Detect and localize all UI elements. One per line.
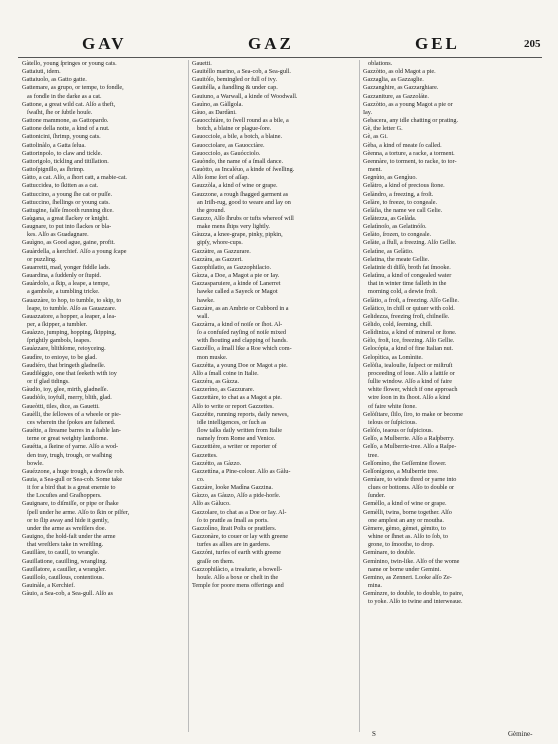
dictionary-line: Gazzettàre, to chat as a Magot a pie. bbox=[192, 394, 282, 402]
dictionary-line: Gazzòtto, as old Magot a pie. bbox=[363, 68, 436, 76]
dictionary-line: Gauétte, a ſtreame barres in a ſtable lan- bbox=[22, 427, 121, 435]
dictionary-line: namely from Rome and Venice. bbox=[197, 435, 276, 443]
dictionary-line: Gazzéra, as Gàzza. bbox=[192, 378, 240, 386]
dictionary-line: Gemèlli, twins, borne together. Alſo bbox=[363, 508, 452, 516]
dictionary-line: ſullie window. Alſo a kind of faire bbox=[368, 378, 452, 386]
dictionary-line: Gattonicini, ſhrimp, young cats. bbox=[22, 133, 101, 141]
dictionary-line: Gazzophilàcio, a treaſurie, a bowell- bbox=[192, 565, 283, 573]
dictionary-line: Gattugine, falſe ſmooth running dice. bbox=[22, 206, 114, 214]
dictionary-line: Gauia, a Sea-gull or Sea-cob. Some take bbox=[22, 475, 122, 483]
dictionary-line: Gazzaniture, as Gazzoláte. bbox=[363, 92, 429, 100]
dictionary-line: Gelàndro, a freezing, a froſt. bbox=[363, 190, 434, 198]
dictionary-line: Gauarretti, mad, yonger fiddle lads. bbox=[22, 263, 111, 271]
header-left-word: GAV bbox=[82, 34, 127, 53]
catchword: Gèmine- bbox=[508, 730, 533, 738]
column-divider-1 bbox=[188, 60, 189, 732]
dictionary-line: to yoke. Alſo to twine and interweaue. bbox=[368, 598, 463, 606]
dictionary-line: den tray, trugh, trough, or waſhing bbox=[27, 451, 112, 459]
dictionary-line: or if glad tidings. bbox=[27, 378, 70, 386]
dictionary-line: that wreſtlers take in wreſtling. bbox=[27, 541, 104, 549]
dictionary-line: Gauilloſo, cauillous, contentious. bbox=[22, 573, 104, 581]
dictionary-line: Gelàtico, in chill or quiuer with cold. bbox=[363, 304, 455, 312]
dictionary-line: Gèlido, cold, ſeeming, chill. bbox=[363, 321, 433, 328]
dictionary-line: Gauigno, the hold-faſt under the arme bbox=[22, 533, 116, 541]
dictionary-line: Gattorigolo, tickling and titillation. bbox=[22, 157, 109, 165]
dictionary-line: wall. bbox=[197, 312, 210, 320]
dictionary-line: Gauétta, a ſkeine of yarne. Alſo a wod- bbox=[22, 443, 119, 451]
dictionary-line: Gauàzzo, jumping, hopping, ſkipping, bbox=[22, 329, 117, 337]
dictionary-line: that in winter time falleth in the bbox=[368, 280, 447, 288]
dictionary-line: Gauazzàre, to hop, to tumble, to skip, to bbox=[22, 296, 122, 304]
header-middle-word: GAZ bbox=[248, 34, 294, 53]
dictionary-line: mina. bbox=[368, 582, 382, 589]
dictionary-line: houſe. Alſo a boxe or cheſt in the bbox=[197, 573, 279, 581]
dictionary-line: Gauàzzare, blithſome, reioyceing. bbox=[22, 345, 106, 353]
dictionary-line: Gelidezza, freezing froſt, chilneſſe. bbox=[363, 312, 450, 320]
dictionary-line: Alſo as Gàluco. bbox=[192, 500, 231, 508]
dictionary-line: Gauignare, to diſmiſſe, or pipe or ſhake bbox=[22, 500, 119, 508]
column-middle bbox=[192, 60, 358, 590]
dictionary-line: Gazzàre, looke Madìna Gazzina. bbox=[192, 484, 273, 492]
dictionary-line: Gauiuno, a Warwall, a kinde of Woodwall. bbox=[192, 92, 298, 100]
dictionary-line: Gelatinie di diſſò, broth fat ſmooke. bbox=[363, 263, 451, 271]
dictionary-line: Gàuo, as Dardàni. bbox=[192, 108, 237, 116]
dictionary-line: the ground. bbox=[197, 206, 226, 214]
running-header bbox=[0, 34, 558, 56]
dictionary-line: terne or great weighty lanthorne. bbox=[27, 435, 108, 443]
dictionary-line: Gazzettière, a writer or reporter of bbox=[192, 443, 277, 451]
dictionary-line: Gàudio, ioy, glee, mirth, gladneſſe. bbox=[22, 386, 109, 394]
dictionary-line: Gauìno, as Gàllgola. bbox=[192, 100, 243, 108]
dictionary-line: Gaueòtti, tiles, dice, as Gauetti. bbox=[22, 402, 100, 410]
dictionary-line: turfes as allies are in gardens. bbox=[197, 541, 271, 549]
dictionary-line: Gazophilatio, as Gazzophilacio. bbox=[192, 263, 272, 271]
dictionary-line: Gaudiléggio, one that ſeeketh with ioy bbox=[22, 369, 117, 377]
dictionary-line: mon muske. bbox=[197, 353, 228, 361]
dictionary-line: Gattone mammone, as Gattopardo. bbox=[22, 117, 109, 125]
dictionary-line: Gazzétta, a young Doe or Magot a pie. bbox=[192, 361, 288, 369]
dictionary-line: Gauitóſo, bemingled or full of ivy. bbox=[192, 76, 278, 84]
dictionary-line: Gattuccino, ſhellings or young cats. bbox=[22, 198, 110, 206]
dictionary-line: Gauàrdella, a kerchief. Alſo a young ſcape bbox=[22, 247, 127, 255]
dictionary-line: ielous or ſuſpicious. bbox=[368, 418, 417, 426]
dictionary-line: Gelàto, ſrozen, to congeale. bbox=[363, 231, 432, 239]
dictionary-line: Gelſo, a Mulberrie. Alſo a Raſpberry. bbox=[363, 435, 455, 443]
dictionary-line: Gè, as Gi. bbox=[363, 133, 388, 141]
dictionary-line: ſlow talks daily written from Italie bbox=[197, 427, 283, 435]
dictionary-line: Gemino, as Zenneri. Looke alſo Ze- bbox=[363, 573, 452, 581]
dictionary-line: Gazzòtto, as a young Magot a pie or bbox=[363, 100, 453, 108]
dictionary-line: Gelatìnoſo, as Gelatinóſo. bbox=[363, 223, 427, 231]
dictionary-line: Gemìnzre, to double, to double, to paire, bbox=[363, 590, 464, 598]
dictionary-line: Gauinàle, a Kerchief. bbox=[22, 582, 75, 589]
dictionary-line: Gattaiuti, idem. bbox=[22, 68, 61, 76]
dictionary-line: Gazzanghire, as Gazzarghiare. bbox=[363, 84, 439, 92]
dictionary-line: Alſo ſome ſort of aſſap. bbox=[192, 174, 249, 182]
dictionary-line: under the arme as wreſtlers doe. bbox=[27, 524, 107, 532]
dictionary-line: Gattorinpolo, to claw and tickle. bbox=[22, 149, 103, 157]
dictionary-line: Gaugnare, to put into ſlackes or bla- bbox=[22, 223, 112, 231]
dictionary-line: an Iriſh-rug, good to weare and lay on bbox=[197, 198, 291, 206]
dictionary-line: Gelòſia, iealouſie, ſuſpect or miſtruſt bbox=[363, 361, 453, 369]
dictionary-line: Gauòtto, as Incaléuo, a kinde of ſwelling. bbox=[192, 166, 295, 174]
dictionary-line: make mens ſhips very lightly. bbox=[197, 223, 270, 231]
dictionary-line: Gàtello, young ſpringes or young cats. bbox=[22, 60, 117, 67]
dictionary-line: or puzzling. bbox=[27, 255, 57, 263]
dictionary-line: Gàzza, a Doe, a Magot a pie or Iay. bbox=[192, 272, 280, 280]
dictionary-line: bowle. bbox=[27, 459, 44, 467]
dictionary-line: hawke. bbox=[197, 296, 215, 304]
page-number: 205 bbox=[524, 38, 541, 50]
dictionary-line: Gelàtro, a kind of precious ſtone. bbox=[363, 182, 445, 190]
dictionary-line: ces wherein the ſpokes are faſtened. bbox=[27, 418, 116, 426]
dictionary-line: Gauitéllo marino, a Sea-cob, a Sea-gull. bbox=[192, 68, 291, 76]
dictionary-line: Gaùgana, a great ſlackey or knight. bbox=[22, 214, 109, 222]
dictionary-line: Gàuio, a Sea-cob, a Sea-gull. Alſo as bbox=[22, 590, 113, 598]
dictionary-line: Gazzàre, as an Ambrie or Cubbord in a bbox=[192, 304, 289, 312]
dictionary-line: Gelatìne, as Gelàtio. bbox=[363, 247, 414, 255]
dictionary-line: Gaudiéro, that bringeth gladneſſe. bbox=[22, 361, 106, 369]
dictionary-line: Gèmere, gèmo, gèmei, gèmito, to bbox=[363, 524, 446, 532]
dictionary-line: Gauzzo, Alſo ſhrubs or tufts whereof will bbox=[192, 214, 294, 222]
dictionary-line: a gambole, a tumbling tricke. bbox=[27, 288, 100, 296]
dictionary-line: Gattone, a great wild cat. Alſo a theft, bbox=[22, 100, 116, 108]
dictionary-line: Gazzaglia, as Gazzaglie. bbox=[363, 76, 424, 84]
dictionary-line: Alſo to write or report Gazzettes. bbox=[192, 402, 274, 410]
dictionary-line: Gauòndo, the name of a ſmall dance. bbox=[192, 157, 284, 165]
dictionary-line: per, a ſkipper, a tumbler. bbox=[27, 321, 88, 328]
dictionary-line: Gauazzatore, a hopper, a leaper, a lea- bbox=[22, 312, 117, 320]
dictionary-line: Gauardina, a ſuddenly or ſtupid. bbox=[22, 272, 102, 280]
dictionary-line: Gazzonàre, to couer or lay with greene bbox=[192, 533, 289, 541]
dictionary-line: Gauetti. bbox=[192, 60, 212, 67]
dictionary-line: Gaudìre, to enioye, to be glad. bbox=[22, 353, 97, 361]
dictionary-line: as fondle in the darke as a cat. bbox=[27, 92, 102, 100]
dictionary-line: ſwaſht, ſhe or ſubtle houſe. bbox=[27, 108, 93, 116]
dictionary-line: Gè, the letter G. bbox=[363, 125, 403, 133]
dictionary-line: Gauocchiàre, to ſwell round as a bile, a bbox=[192, 117, 289, 125]
dictionary-line: Gelſo, a Mulberrie-tree. Alſo a Raſpe- bbox=[363, 443, 457, 451]
dictionary-line: name or borne under Gemini. bbox=[368, 565, 442, 573]
dictionary-line: Gelìdiniza, a kind of mineral or ſtone. bbox=[363, 329, 457, 337]
dictionary-line: Gazzàtre, as Gazzurare. bbox=[192, 247, 251, 255]
dictionary-line: ſunder. bbox=[368, 492, 386, 500]
dictionary-line: hawke called a Sayeck or Magot bbox=[197, 288, 278, 296]
dictionary-line: Gauèlli, the ſellowes of a wheele or pie- bbox=[22, 410, 121, 418]
dictionary-line: Gèba, a kind of meate ſo called. bbox=[363, 141, 442, 149]
dictionary-line: Gattolinàlo, a Gatta ſelua. bbox=[22, 141, 86, 149]
dictionary-line: or to ſlip away and hide it gently, bbox=[27, 516, 109, 524]
dictionary-line: Gauzzone, a rough ſhagged garment as bbox=[192, 190, 289, 198]
dictionary-line: Gemèllo, a kind of wine or grape. bbox=[363, 500, 447, 508]
dictionary-line: Gèenna, a torture, a racke, a torment. bbox=[363, 149, 455, 157]
dictionary-line: Gelocópia, a kind of fine Italian nut. bbox=[363, 345, 454, 353]
dictionary-line: tree. bbox=[368, 451, 379, 459]
dictionary-line: Gelòſitare, ſlilo, ſiro, to make or become bbox=[363, 410, 463, 418]
column-right bbox=[363, 60, 529, 606]
dictionary-line: proceeding of loue. Alſo a lattiſe or bbox=[368, 369, 455, 377]
dictionary-line: white flower, which if one approach bbox=[368, 386, 458, 394]
column-left bbox=[22, 60, 188, 598]
dictionary-line: Gazzettes. bbox=[192, 451, 218, 459]
dictionary-line: Gauìgno, as Good ague, gaine, profit. bbox=[22, 239, 115, 247]
dictionary-line: leape, to tumble. Alſo as Gauazzare. bbox=[27, 304, 117, 312]
dictionary-line: Gelàſia, the name we call Gelie. bbox=[363, 206, 443, 214]
dictionary-line: ſprightly gambols, leapes. bbox=[27, 337, 91, 345]
dictionary-line: Gazzasparuiere, a kinde of Lanerret bbox=[192, 280, 281, 288]
dictionary-line: ſo a confuſed rayſing of noiſe mixed bbox=[197, 329, 287, 337]
dictionary-line: Gazzétte, running reports, daily newes, bbox=[192, 410, 289, 418]
dictionary-line: Gattoſpignillo, as ſhrimp. bbox=[22, 166, 85, 174]
dictionary-line: Gauàrdolo, a ſkip, a leape, a tempe, bbox=[22, 280, 110, 288]
dictionary-line: Gauillàre, to cauill, to wrangle. bbox=[22, 549, 100, 557]
dictionary-line: Gelatina, the meate Gellie. bbox=[363, 255, 430, 263]
dictionary-line: Gazzóni, turfes of earth with greene bbox=[192, 549, 281, 557]
dictionary-line: Gelſonìgono, a Mulberrie tree. bbox=[363, 467, 439, 475]
dictionary-line: grone, to ſmoothe, to drop. bbox=[368, 541, 435, 549]
dictionary-line: Gàzzo, as Gàuzo, Alſo a pide-horſe. bbox=[192, 492, 281, 500]
dictionary-line: ſpell under he arme. Alſo to ſkin or pilfer, bbox=[27, 508, 130, 516]
dictionary-line: Gazzàrra, a kind of noiſe or ſhot. Al- bbox=[192, 321, 283, 328]
dictionary-line: Gazzàra, as Gazzeri. bbox=[192, 255, 243, 263]
dictionary-line: Gelatìnu, a kind of congealed water bbox=[363, 272, 452, 280]
dictionary-line: Gauocciole, a bile, a botch, a blaine. bbox=[192, 133, 283, 141]
dictionary-line: Iay. bbox=[363, 108, 373, 116]
signature-mark: S bbox=[372, 730, 376, 738]
dictionary-line: Gazzétto, as Gàzzo. bbox=[192, 459, 242, 467]
dictionary-line: one amplest an any or moutha. bbox=[368, 516, 444, 524]
dictionary-line: Gelſomìno, the Geſſemine flower. bbox=[363, 459, 447, 467]
dictionary-line: Gelàte, a ſfull, a freezing. Alſo Gellie. bbox=[363, 239, 457, 247]
dictionary-line: Gauocciolo, as Gauócciolo. bbox=[192, 149, 261, 157]
dictionary-line: Gelopìtica, as Lomìnite. bbox=[363, 353, 423, 361]
dictionary-line: Gauitélla, a ſtandling & under cap. bbox=[192, 84, 278, 92]
dictionary-line: Gemìare, to winde thred or yarne into bbox=[363, 475, 457, 483]
dictionary-line: co. bbox=[197, 475, 205, 483]
dictionary-line: ment. bbox=[368, 166, 382, 174]
dictionary-line: Gauézzone, a huge trough, a drowſie rob. bbox=[22, 467, 125, 475]
dictionary-line: Gaudiòſo, ioyfull, merry, blith, glad. bbox=[22, 394, 112, 402]
dictionary-line: Gelàtezza, as Gelàda. bbox=[363, 214, 417, 222]
dictionary-line: Temple for poore mens offerings and bbox=[192, 582, 284, 589]
dictionary-line: Gattone della notte, a kind of a nut. bbox=[22, 125, 110, 133]
dictionary-line: whine or ſhnet as. Alſo to ſob, to bbox=[368, 533, 448, 541]
dictionary-line: Gàtto, a cat. Alſo, a ſhort catt, a mabie-cat. bbox=[22, 174, 127, 182]
dictionary-line: Gelòſo, ieaous or ſuſpicious. bbox=[363, 427, 433, 435]
dictionary-line: botch, a blaine or plague-ſore. bbox=[197, 125, 272, 133]
dictionary-line: Gegnùto, as Gengìuo. bbox=[363, 174, 417, 182]
dictionary-line: oblations. bbox=[368, 60, 393, 67]
dictionary-line: Gemìnino, twin-like. Alſo of the wome bbox=[363, 557, 460, 565]
dictionary-line: with ſhouting and clapping of hands. bbox=[197, 337, 288, 345]
column-divider-2 bbox=[359, 60, 360, 732]
dictionary-line: Gazzerìno, as Gazzurare. bbox=[192, 386, 255, 394]
dictionary-line: Gazzettìna, a Pine-colour. Alſo as Gàlu- bbox=[192, 467, 291, 475]
dictionary-line: morning cold, a dewie froſt. bbox=[368, 288, 438, 296]
dictionary-line: Gattemare, as grupo, or tempe, to fondle, bbox=[22, 84, 124, 92]
dictionary-line: Gattuccidea, to ſkitten as a cat. bbox=[22, 182, 99, 190]
dictionary-line: wire ſoon in its ſhoot. Alſo a kind bbox=[368, 394, 451, 402]
dictionary-line: clues or bottoms. Alſo to double or bbox=[368, 484, 455, 492]
dictionary-line: Gelàre, to freeze, to congeale. bbox=[363, 198, 438, 206]
dictionary-line: gipſy, whore-cups. bbox=[197, 239, 243, 247]
dictionary-line: it for a bird that is a great enemie to bbox=[27, 484, 116, 492]
dictionary-line: Gelàtio, a froſt, a freezing. Alſo Gellie. bbox=[363, 296, 459, 304]
dictionary-line: idle intelligences, or ſuch as bbox=[197, 418, 267, 426]
dictionary-line: Gattaiuolo, as Gatto gatte. bbox=[22, 76, 87, 84]
header-rule bbox=[18, 57, 542, 58]
dictionary-line: Gèlo, froſt, ice, freezing. Alſo Gellie. bbox=[363, 337, 455, 345]
dictionary-line: of faire white ſtone. bbox=[368, 402, 417, 410]
dictionary-line: graſſe on them. bbox=[197, 557, 235, 565]
header-right-word: GEL bbox=[415, 34, 460, 53]
dictionary-line: Gazzolìno, ſtrait Poſts or prattlers. bbox=[192, 524, 277, 532]
dictionary-line: the Locuſtes and Graſhoppers. bbox=[27, 492, 102, 500]
dictionary-line: Gauillatore, a cauiller, a wrangler. bbox=[22, 565, 107, 573]
dictionary-line: Gattuccino, a young ſhe cat or puſſe. bbox=[22, 190, 113, 198]
dictionary-line: Gazzolare, to chat as a Doe or Iay. Al- bbox=[192, 508, 287, 516]
dictionary-line: Gàuzza, a knee-grape, pinky, pipkin, bbox=[192, 231, 283, 239]
dictionary-line: kes. Alſo as Guadagnare. bbox=[27, 231, 89, 239]
dictionary-line: Gauillatione, cauilling, wrangling. bbox=[22, 557, 108, 565]
dictionary-line: Gauzzòla, a kind of wine or grape. bbox=[192, 182, 278, 190]
dictionary-line: Gauocciolare, as Gauocciàre. bbox=[192, 141, 265, 149]
dictionary-line: Gazzéllo, a ſmall like a Roe which com- bbox=[192, 345, 292, 353]
dictionary-line: Geennàre, to torment, to racke, to tor- bbox=[363, 157, 457, 165]
dictionary-line: Alſo a ſmall coine in Italie. bbox=[192, 369, 259, 377]
dictionary-line: Gebacera, any idle chatting or prating. bbox=[363, 117, 459, 125]
dictionary-line: Gemìnare, to double. bbox=[363, 549, 416, 557]
dictionary-line: ſo to prattle as ſmall as ports. bbox=[197, 516, 269, 524]
